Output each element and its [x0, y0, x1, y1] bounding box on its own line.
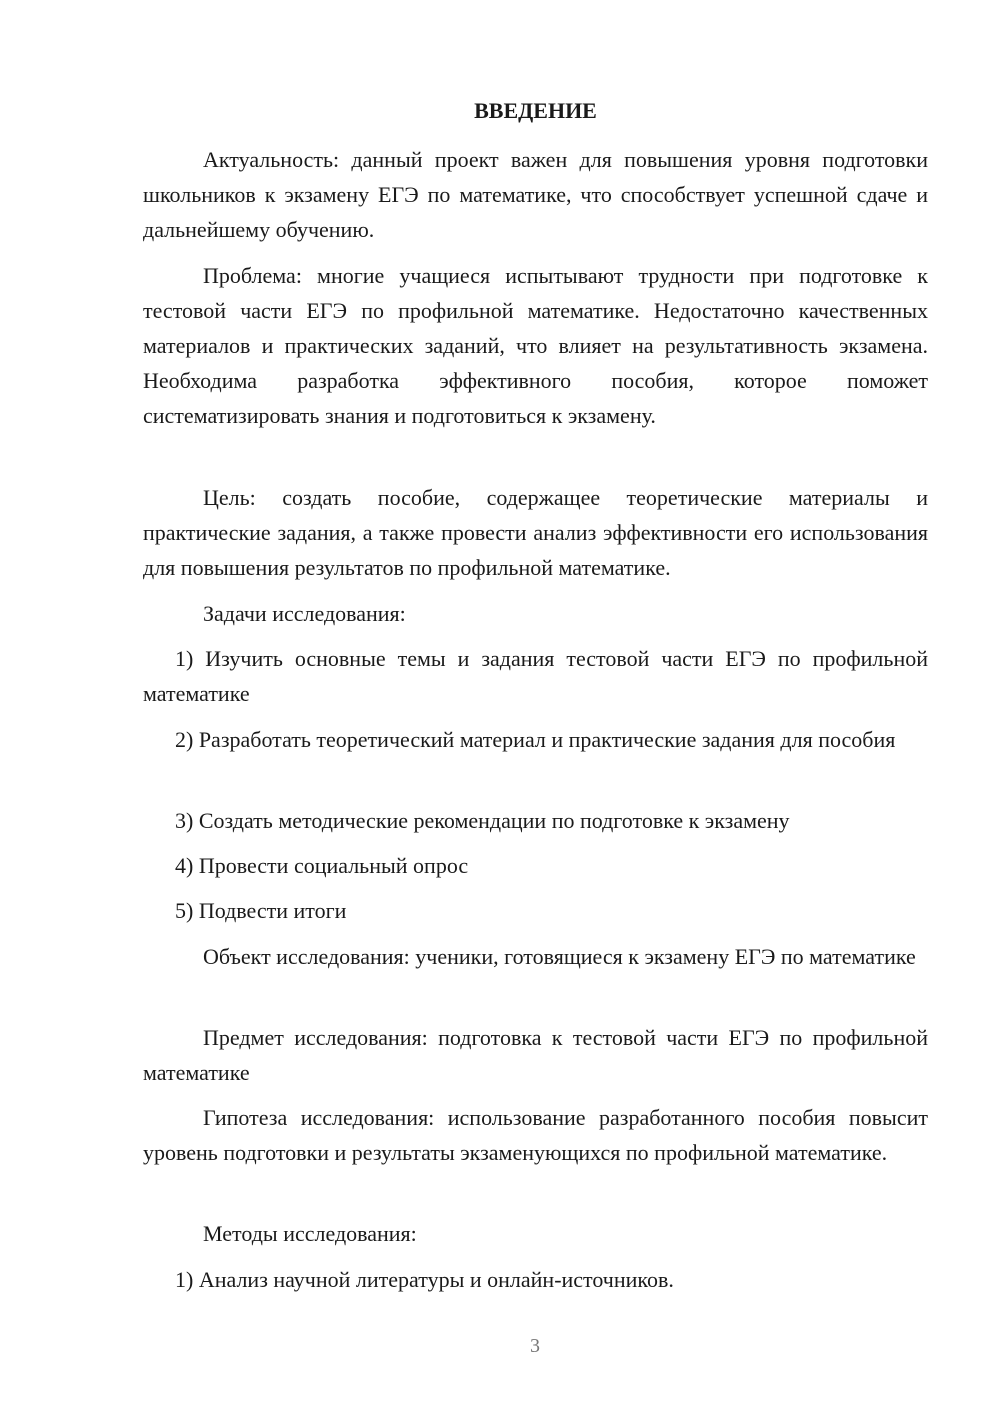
- page-number: 3: [530, 1335, 540, 1357]
- paragraph-subject: Предмет исследования: подготовка к тестовой части ЕГЭ по профильной математике: [143, 1025, 928, 1085]
- tasks-heading: Задачи исследования:: [203, 601, 406, 626]
- paragraph-relevance: Актуальность: данный проект важен для повышения уровня подготовки школьников к экзамену ЕГЭ по математике, что способствует успешной сдаче и дальнейшему обучению.: [143, 147, 928, 242]
- paragraph-hypothesis: Гипотеза исследования: использование разработанного пособия повысит уровень подготовки и результаты экзаменующихся по профильной математике.: [143, 1105, 928, 1165]
- methods-heading: Методы исследования:: [203, 1221, 417, 1246]
- task-item: 1) Изучить основные темы и задания тестовой части ЕГЭ по профильной математике: [143, 646, 928, 706]
- paragraph-goal: Цель: создать пособие, содержащее теоретические материалы и практические задания, а также провести анализ эффективности его использования для повышения результатов по профильной математике.: [143, 485, 928, 580]
- page-title: ВВЕДЕНИЕ: [474, 98, 597, 123]
- method-item: 1) Анализ научной литературы и онлайн-источников.: [175, 1267, 674, 1292]
- paragraph-problem: Проблема: многие учащиеся испытывают трудности при подготовке к тестовой части ЕГЭ по профильной математике. Недостаточно качественных материалов и практических заданий, что влияет на результативность экзамена. Необходима разработка эффективного пособия, которое поможет систематизировать знания и подготовиться к экзамену.: [143, 263, 928, 428]
- task-item: 4) Провести социальный опрос: [175, 853, 469, 878]
- paragraph-object: Объект исследования: ученики, готовящиеся к экзамену ЕГЭ по математике: [203, 944, 916, 969]
- task-item: 2) Разработать теоретический материал и практические задания для пособия: [175, 727, 896, 752]
- task-item: 5) Подвести итоги: [175, 898, 347, 923]
- task-item: 3) Создать методические рекомендации по подготовке к экзамену: [175, 808, 790, 833]
